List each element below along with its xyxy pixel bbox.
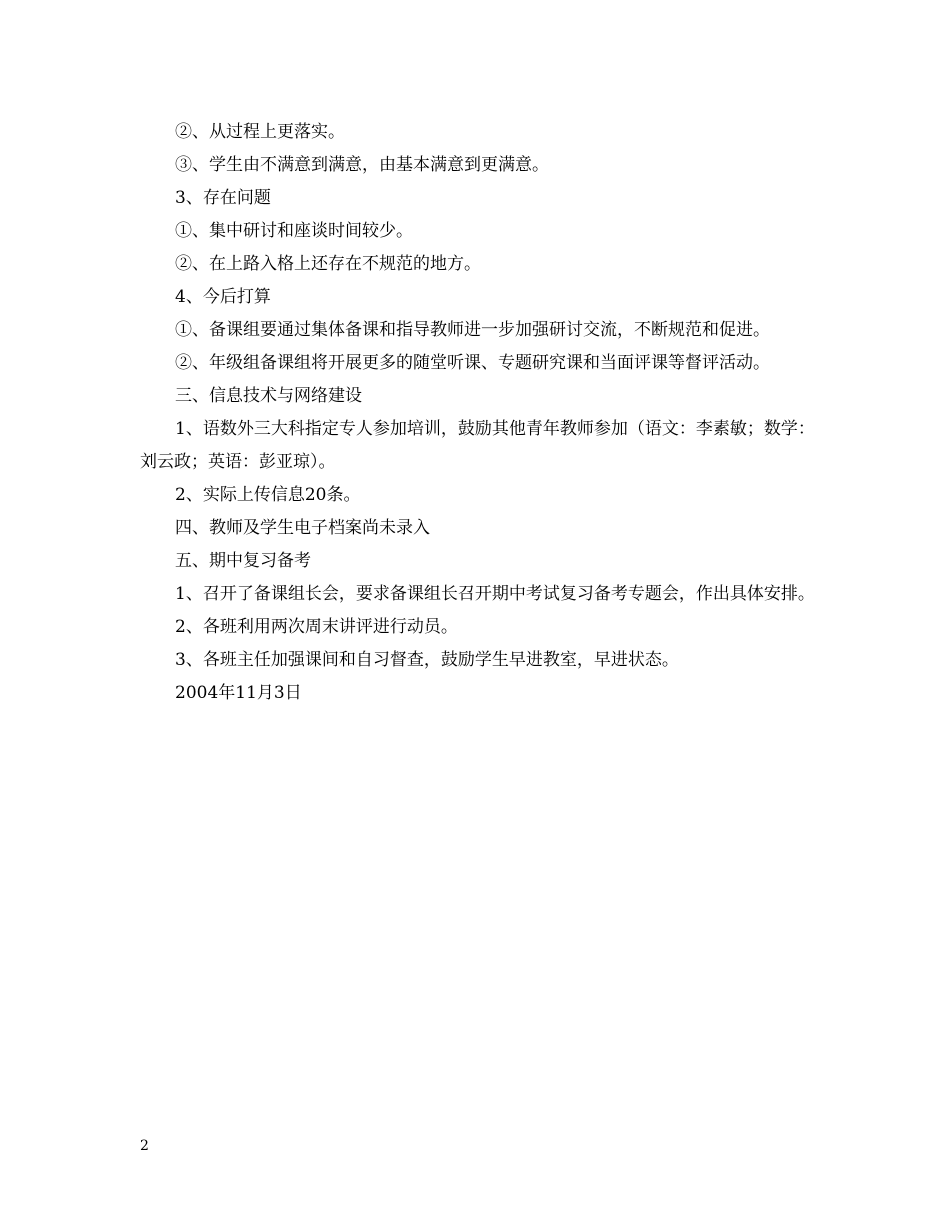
paragraph: ③、学生由不满意到满意，由基本满意到更满意。 xyxy=(175,155,549,175)
paragraph: 1、语数外三大科指定专人参加培训，鼓励其他青年教师参加（语文：李素敏；数学：刘云政；英语：彭亚琼）。 xyxy=(140,419,815,472)
paragraph: 1、召开了备课组长会，要求备课组长召开期中考试复习备考专题会，作出具体安排。 xyxy=(175,584,815,604)
paragraph: ②、在上路入格上还存在不规范的地方。 xyxy=(175,254,481,274)
paragraph: 3、各班主任加强课间和自习督查，鼓励学生早进教室，早进状态。 xyxy=(175,650,679,670)
paragraph: 2、实际上传信息20条。 xyxy=(175,485,361,505)
page-number: 2 xyxy=(140,1138,149,1154)
section-heading: 五、期中复习备考 xyxy=(175,551,311,571)
paragraph: 2、各班利用两次周末讲评进行动员。 xyxy=(175,617,458,637)
document-date: 2004年11月3日 xyxy=(175,683,302,703)
section-heading: 四、教师及学生电子档案尚未录入 xyxy=(175,518,430,538)
section-heading: 3、存在问题 xyxy=(175,188,271,208)
paragraph: ②、从过程上更落实。 xyxy=(175,122,345,142)
section-heading: 4、今后打算 xyxy=(175,287,271,307)
paragraph: ②、年级组备课组将开展更多的随堂听课、专题研究课和当面评课等督评活动。 xyxy=(175,353,770,373)
paragraph: ①、备课组要通过集体备课和指导教师进一步加强研讨交流，不断规范和促进。 xyxy=(175,320,770,340)
paragraph: ①、集中研讨和座谈时间较少。 xyxy=(175,221,413,241)
document-body xyxy=(140,116,830,710)
section-heading: 三、信息技术与网络建设 xyxy=(175,386,362,406)
